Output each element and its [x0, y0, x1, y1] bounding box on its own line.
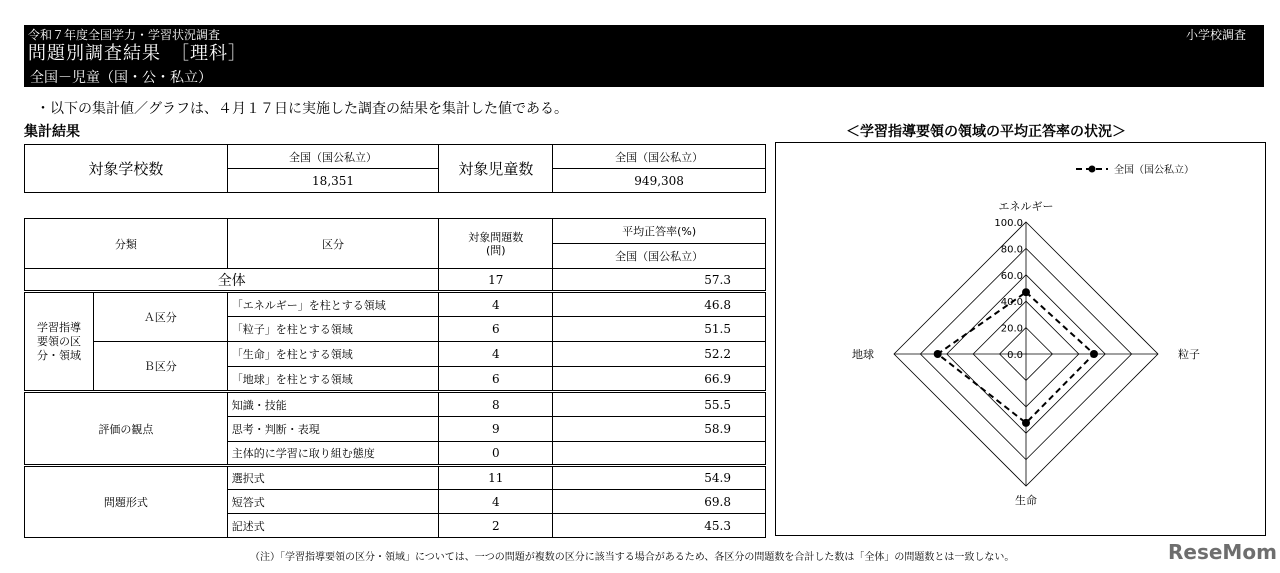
row-name: 「エネルギー」を柱とする領域: [227, 292, 439, 317]
row-count: 4: [439, 342, 553, 367]
row-count: 4: [439, 490, 553, 514]
students-value: 949,308: [553, 169, 766, 193]
row-name: 記述式: [227, 514, 439, 538]
row-rate: [553, 442, 766, 466]
radar-data-point: [1022, 288, 1030, 296]
students-label: 対象児童数: [439, 145, 553, 193]
row-count: 8: [439, 392, 553, 417]
radar-tick-label: 80.0: [1000, 244, 1023, 256]
row-rate: 58.9: [553, 417, 766, 442]
radar-data-point: [1090, 350, 1098, 358]
legend-marker: [1089, 166, 1096, 173]
group-b: Ｂ区分: [93, 342, 227, 392]
radar-chart-box: [775, 142, 1266, 536]
radar-chart: [776, 143, 1265, 535]
row-rate: 54.9: [553, 466, 766, 490]
group-a: Ａ区分: [93, 292, 227, 342]
row-name: 「粒子」を柱とする領域: [227, 317, 439, 342]
total-count: 17: [439, 269, 553, 292]
header-count: 対象問題数 (問): [439, 219, 553, 269]
group-evaluation: 評価の観点: [25, 392, 228, 466]
page-title: 問題別調査結果 ［理科］: [28, 43, 247, 64]
total-rate: 57.3: [553, 269, 766, 292]
row-count: 0: [439, 442, 553, 466]
row-rate: 46.8: [553, 292, 766, 317]
radar-axis-label: 粒子: [1178, 348, 1200, 361]
row-name: 「生命」を柱とする領域: [227, 342, 439, 367]
row-name: 知識・技能: [227, 392, 439, 417]
section-title: 集計結果: [24, 124, 80, 140]
survey-name: 令和７年度全国学力・学習状況調査: [28, 28, 221, 42]
total-label: 全体: [25, 269, 439, 292]
row-count: 6: [439, 317, 553, 342]
row-name: 選択式: [227, 466, 439, 490]
radar-tick-label: 0.0: [1007, 350, 1023, 361]
radar-axis-label: エネルギー: [998, 200, 1054, 213]
radar-tick-label: 40.0: [1000, 297, 1023, 309]
header-rate: 平均正答率(%): [553, 219, 766, 244]
radar-data-point: [934, 350, 942, 358]
row-name: 短答式: [227, 490, 439, 514]
schools-label: 対象学校数: [25, 145, 228, 193]
radar-data-point: [1022, 419, 1030, 427]
radar-axis-label: 生命: [1015, 494, 1037, 507]
row-count: 11: [439, 466, 553, 490]
row-name: 「地球」を柱とする領域: [227, 367, 439, 392]
header-bunrui: 分類: [25, 219, 228, 269]
group-format: 問題形式: [25, 466, 228, 538]
radar-axis-label: 地球: [852, 348, 874, 361]
row-rate: 51.5: [553, 317, 766, 342]
row-count: 9: [439, 417, 553, 442]
row-rate: 45.3: [553, 514, 766, 538]
header-kubun: 区分: [227, 219, 439, 269]
survey-category: 小学校調査: [1185, 28, 1246, 42]
results-table: [24, 218, 766, 538]
summary-table: [24, 144, 766, 193]
students-sub-label: 全国（国公私立）: [553, 145, 766, 169]
header-bar: [24, 25, 1264, 87]
row-rate: 52.2: [553, 342, 766, 367]
resemom-logo: ReseMom: [1168, 540, 1277, 564]
row-rate: 66.9: [553, 367, 766, 392]
header-rate-sub: 全国（国公私立）: [553, 244, 766, 269]
schools-value: 18,351: [227, 169, 439, 193]
radar-tick-label: 60.0: [1000, 270, 1023, 282]
schools-sub-label: 全国（国公私立）: [227, 145, 439, 169]
row-rate: 55.5: [553, 392, 766, 417]
radar-tick-label: 100.0: [994, 218, 1023, 229]
page-subtitle: 全国－児童（国・公・私立）: [30, 70, 212, 86]
note-text: ・以下の集計値／グラフは、４月１７日に実施した調査の結果を集計した値である。: [36, 101, 568, 117]
row-name: 主体的に学習に取り組む態度: [227, 442, 439, 466]
footnote: （注）「学習指導要領の区分・領域」については、一つの問題が複数の区分に該当する場合があるため、各区分の問題数を合計した数は「全体」の問題数とは一致しない。: [250, 552, 1015, 563]
radar-tick-label: 20.0: [1000, 323, 1023, 335]
row-rate: 69.8: [553, 490, 766, 514]
row-count: 6: [439, 367, 553, 392]
radar-title: ＜学習指導要領の領域の平均正答率の状況＞: [846, 124, 1126, 140]
legend-label: 全国（国公私立）: [1114, 165, 1194, 176]
row-name: 思考・判断・表現: [227, 417, 439, 442]
group-domain: 学習指導 要領の区 分・領域: [25, 292, 94, 392]
row-count: 4: [439, 292, 553, 317]
row-count: 2: [439, 514, 553, 538]
